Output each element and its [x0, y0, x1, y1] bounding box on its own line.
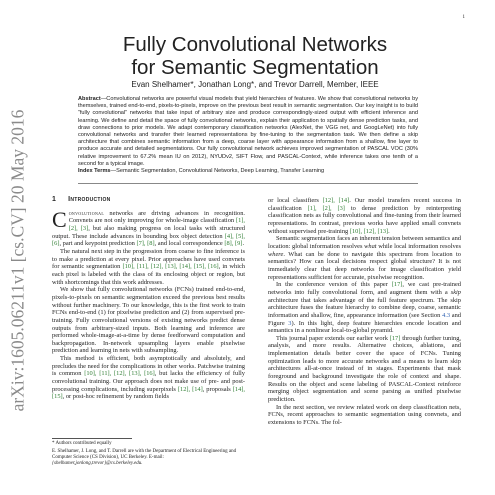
left-column — [52, 196, 245, 401]
text-run: architecture that takes advantage of the full feature spectrum. The skip architecture fuses the feature hierarchy to combine deep, coarse, semantic information and shallow, fine, appearance information (see Section — [268, 296, 461, 319]
drop-cap: C — [52, 206, 67, 232]
text-run: , and local correspondence — [154, 240, 225, 248]
text-run: . Our model transfers recent success in classification — [268, 197, 461, 212]
paper-title-line-1: Fully Convolutional Networks — [122, 33, 388, 56]
citation-link[interactable]: [17] — [389, 334, 401, 342]
paragraph — [52, 286, 245, 355]
text-run: and Figure — [268, 311, 462, 327]
text-run: This journal paper extends our earlier work — [276, 334, 390, 342]
text-run: Semantic segmentation faces an inherent tension between semantics and location: global information resolves — [268, 235, 461, 250]
arxiv-stamp-text: arXiv:1605.06211v1 [cs.CV] 20 May 2016 — [7, 109, 28, 411]
page-number: 1 — [462, 15, 465, 20]
abstract — [78, 96, 418, 168]
paragraph — [52, 248, 245, 286]
citation-link[interactable]: [8], [9] — [224, 240, 243, 248]
text-run: , proposals — [202, 385, 233, 393]
citation-link[interactable]: [7], [8] — [136, 240, 155, 248]
text-run: , we cast pre-trained networks into fully convolutional form, and augment them with a — [268, 281, 462, 296]
citation-link[interactable]: [4], [5], [6] — [52, 232, 246, 248]
small-caps-word: onvolutional — [68, 209, 105, 217]
emphasis: skip — [450, 288, 461, 296]
text-run: networks are driving advances in recognition. Convnets are not only improving for whole-image classification — [68, 209, 245, 225]
abstract-label: Abstract — [78, 96, 101, 102]
text-run: In the next section, we review related work on deep classification nets, FCNs, recent approaches to semantic segmentation using convnets, and extensions to FCNs. The fol- — [268, 403, 461, 427]
paragraph — [52, 355, 245, 401]
affiliation-text: E. Shelhamer, J. Long, and T. Darrell are with the Department of Electrical Engineering and Computer Science (CS Division), UC Berkeley. E-mail: — [52, 449, 237, 460]
citation-link[interactable]: [17] — [391, 281, 403, 289]
index-terms — [78, 168, 418, 175]
section-ref-link[interactable]: 4.3 — [442, 311, 451, 319]
paragraph — [268, 235, 461, 281]
text-run: while local information resolves — [376, 242, 461, 250]
footnote-divider — [52, 438, 132, 439]
author-list: Evan Shelhamer*, Jonathan Long*, and Trevor Darrell, Member, IEEE — [131, 80, 379, 89]
paper-title-line-2: for Semantic Segmentation — [131, 56, 379, 79]
text-run: This method is efficient, both asymptotically and absolutely, and precludes the need for the complications in other works. Patchwise training is common — [52, 355, 245, 378]
paragraph — [268, 281, 461, 335]
section-heading — [52, 196, 245, 204]
text-run: ). In this light, deep feature hierarchies encode location and semantics in a nonlinear local-to-global pyramid. — [268, 319, 461, 335]
paper-title — [40, 33, 470, 79]
text-run: or local classifiers — [268, 197, 323, 204]
text-run: We show that fully convolutional networks (FCNs) trained end-to-end, pixels-to-pixels on semantic segmentation exceed the previous best results without further machinery. To our knowledge, this is the first work to train FCNs end-to-end (1) for pixelwise prediction and (2) from supervised pre-training. Fully convolutional versions of existing networks predict dense outputs from arbitrary-sized inputs. Both learning and inference are performed whole-image-at-a-time by dense feedforward computation and backpropagation. In-network upsampling layers enable pixelwise prediction and learning in nets with subsampling. — [52, 286, 245, 355]
text-run: In the conference version of this paper — [276, 281, 392, 289]
footnote-affiliation — [52, 449, 245, 467]
citation-link[interactable]: [10], [11], [12], [13], [14], [15], [16] — [122, 263, 219, 271]
text-run: through further tuning, analysis, and more results. Alternative choices, ablations, and implementation details better cover the space of FCNs. Tuning optimization leads to more accurate networks and a means to learn skip architectures all-at-once instead of in stages. Experiments that mask foreground and background investigate the role of context and shape. Results on the object and scene labeling of PASCAL-Context reinforce merging object segmentation and scene parsing as unified pixelwise prediction. — [268, 334, 461, 404]
paragraph — [268, 335, 461, 404]
right-column — [268, 197, 461, 427]
index-terms-text: —Semantic Segmentation, Convolutional Networks, Deep Learning, Transfer Learning — [110, 168, 325, 174]
citation-link[interactable]: [1], [2], [3] — [68, 217, 245, 232]
abstract-text: —Convolutional networks are powerful visual models that yield hierarchies of features. We show that convolutional networks by themselves, trained end-to-end, pixels-to-pixels, improve on the previous best result in semantic segmentation. Our key insight is to build “fully convolutional” networks that take input of arbitrary size and produce correspondingly-sized output with efficient inference and learning. We define and detail the space of fully convolutional networks, explain their application to spatially dense prediction tasks, and draw connections to prior models. We adapt contemporary classification networks (AlexNet, the VGG net, and GoogLeNet) into fully convolutional networks and transfer their learned representations by fine-tuning to the segmentation task. We then define a skip architecture that combines semantic information from a deep, coarse layer with appearance information from a shallow, fine layer to produce accurate and detailed segmentations. Our fully convolutional network achieves improved segmentation of PASCAL VOC (30% relative improvement to 67.2% mean IU on 2012), NYUDv2, SIFT Flow, and PASCAL-Context, while inference takes one tenth of a second for a typical image. — [78, 96, 418, 167]
text-run: . What can be done to navigate this spectrum from location to semantics? How can local decisions respect global structure? It is not immediately clear that deep networks for image classification yield representations sufficient for accurate, pixelwise recognition. — [268, 250, 461, 281]
text-run: . — [388, 227, 390, 235]
citation-link[interactable]: [12], [14] — [322, 197, 350, 204]
paragraph — [268, 404, 461, 427]
section-number: 1 — [52, 196, 57, 203]
citation-link[interactable]: [1], [2], [3] — [307, 204, 345, 212]
citation-link[interactable]: [10], [11], [12], [13], [16] — [84, 370, 155, 378]
text-run: The natural next step in the progression from coarse to fine inference is to make a prediction at every pixel. Prior approaches have used convnets for semantic segmentation — [52, 247, 245, 271]
text-run: , in which each pixel is labeled with the class of its enclosing object or region, but with shortcomings that this work addresses. — [52, 263, 245, 286]
citation-link[interactable]: [14], [15] — [52, 385, 245, 401]
citation-link[interactable]: [10], [12], [13] — [349, 227, 389, 235]
paragraph — [52, 206, 246, 248]
text-run: , but lacks the efficiency of fully convolutional training. Our approach does not make use of pre- and post-processing complications, including superpixels — [52, 370, 245, 393]
arxiv-stamp — [6, 95, 30, 425]
emphasis: what — [364, 242, 377, 250]
paragraph — [268, 197, 461, 235]
header-divider — [78, 183, 418, 184]
footnote-equal-contribution: * Authors contributed equally — [52, 441, 112, 446]
text-run: . — [242, 240, 245, 248]
text-run: , or post-hoc refinement by random fields — [62, 393, 169, 401]
text-run: , but also making progress on local tasks with structured output. These include advances in bounding box object detection — [52, 224, 245, 240]
text-run: , part and keypoint prediction — [59, 240, 137, 248]
emphasis: where — [268, 250, 284, 258]
figure-ref-link[interactable]: 3 — [288, 319, 292, 327]
footnotes — [52, 441, 245, 469]
text-run: to dense prediction by reinterpreting classification nets as fully convolutional and fine-tuning from their learned representations. In contrast, previous works have applied small convnets without supervised pre-training — [268, 204, 461, 235]
email-address: {shelhamer,jonlong,trevor}@cs.berkeley.edu. — [52, 461, 143, 466]
citation-link[interactable]: [12], [14] — [177, 385, 203, 393]
section-title: Introduction — [68, 196, 111, 203]
index-terms-label: Index Terms — [78, 168, 111, 174]
